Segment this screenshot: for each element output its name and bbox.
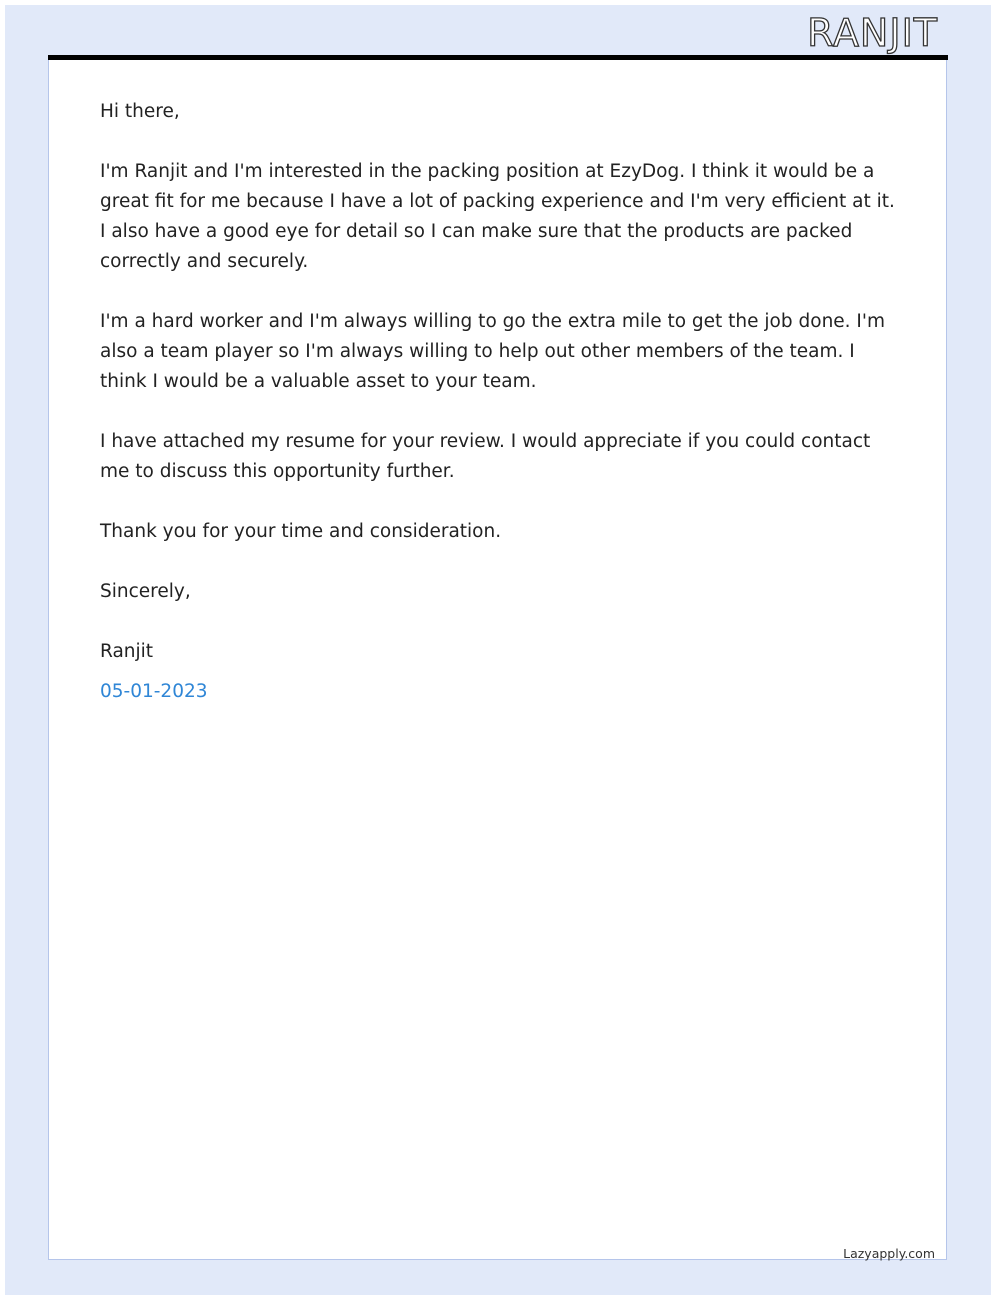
letter-paragraph-resume: I have attached my resume for your review. I would appreciate if you could contact me to discuss this opportunity further. [100, 431, 871, 482]
letter-paragraph-work-ethic: I'm a hard worker and I'm always willing to go the extra mile to get the job done. I'm also a team player so I'm always willing to help out other members of the team. I think I would be a valuable asset to your team. [100, 311, 885, 392]
header-name: RANJIT [807, 11, 938, 55]
letter-closing: Sincerely, [100, 581, 191, 602]
letter-signature: Ranjit [100, 641, 154, 662]
letter-body [100, 97, 900, 707]
letter-date: 05-01-2023 [100, 681, 208, 702]
letter-paragraph-thanks: Thank you for your time and consideration. [100, 521, 502, 542]
letter-paragraph-intro: I'm Ranjit and I'm interested in the packing position at EzyDog. I think it would be a great fit for me because I have a lot of packing experience and I'm very efficient at it. I also have a good eye for detail so I can make sure that the products are packed correctly and securely. [100, 161, 895, 272]
footer-brand: Lazyapply.com [843, 1246, 935, 1261]
letter-greeting: Hi there, [100, 101, 180, 122]
